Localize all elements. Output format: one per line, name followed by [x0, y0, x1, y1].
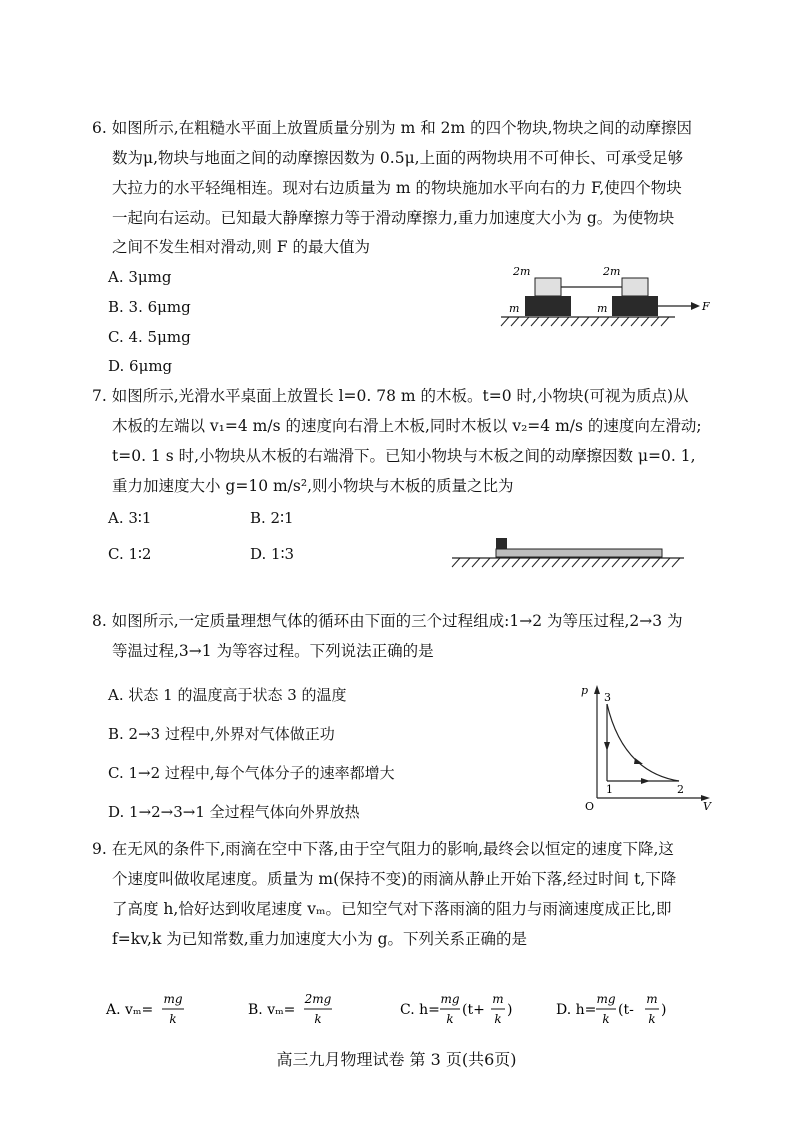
- q9-option-c-suffix: ): [507, 1002, 513, 1018]
- q9-line-3: 了高度 h,恰好达到收尾速度 vₘ。已知空气对下落雨滴的阻力与雨滴速度成正比,即: [112, 900, 672, 918]
- q8-arrow-3-1: [604, 742, 610, 751]
- q7-line-4: 重力加速度大小 g=10 m/s²,则小物块与木板的质量之比为: [112, 477, 514, 495]
- q8-line-1: 8. 如图所示,一定质量理想气体的循环由下面的三个过程组成:1→2 为等压过程,2→3 为: [92, 612, 683, 630]
- q6-line-4: 一起向右运动。已知最大静摩擦力等于滑动摩擦力,重力加速度大小为 g。为使物块: [112, 209, 675, 227]
- q9-option-d-den: k: [602, 1012, 610, 1026]
- q6-line-5: 之间不发生相对滑动,则 F 的最大值为: [112, 238, 371, 256]
- q8-option-c: C. 1→2 过程中,每个气体分子的速率都增大: [108, 764, 395, 782]
- q8-origin-label: O: [585, 800, 595, 812]
- q6-blocks-figure: [495, 262, 715, 334]
- q6-option-b: B. 3. 6μmg: [108, 298, 191, 316]
- q6-block-top-left: [535, 278, 561, 296]
- q6-ground-hatch: [501, 317, 669, 326]
- q9-option-c-den: k: [446, 1012, 454, 1026]
- q6-line-2: 数为μ,物块与地面之间的动摩擦因数为 0.5μ,上面的两物块用不可伸长、可承受足够: [112, 149, 684, 167]
- q9-option-d-mid: (t-: [618, 1002, 634, 1018]
- q8-state-2-label: 2: [677, 783, 684, 796]
- q8-isotherm-2-3: [607, 704, 679, 781]
- q8-state-3-label: 3: [604, 691, 611, 704]
- page-footer: 高三九月物理试卷 第 3 页(共6页): [276, 1050, 517, 1069]
- q8-option-b: B. 2→3 过程中,外界对气体做正功: [108, 725, 335, 743]
- q8-p-axis-arrow: [594, 685, 600, 694]
- q7-option-b: B. 2∶1: [250, 509, 294, 527]
- q7-table-hatch: [452, 558, 680, 567]
- q8-option-a: A. 状态 1 的温度高于状态 3 的温度: [108, 686, 347, 704]
- q9-option-b-prefix: B. vₘ=: [248, 1002, 296, 1018]
- q9-options: [100, 985, 700, 1033]
- q8-arrow-2-3: [634, 758, 643, 764]
- q6-option-d: D. 6μmg: [108, 357, 173, 375]
- q9-option-d-prefix: D. h=: [556, 1002, 597, 1018]
- q7-line-1: 7. 如图所示,光滑水平桌面上放置长 l=0. 78 m 的木板。t=0 时,小物块(可视为质点)从: [92, 387, 689, 405]
- q7-board-figure: [448, 530, 688, 570]
- q9-option-d-den2: k: [648, 1012, 656, 1026]
- q9-line-1: 9. 在无风的条件下,雨滴在空中下落,由于空气阻力的影响,最终会以恒定的速度下降,这: [92, 840, 674, 858]
- q9-option-c-mid: (t+: [462, 1002, 485, 1018]
- q7-option-a: A. 3∶1: [108, 509, 152, 527]
- q6-label-bottom-left: m: [509, 302, 520, 315]
- q9-option-c-num2: m: [492, 992, 504, 1006]
- q6-force-arrow-head: [691, 302, 700, 310]
- q7-option-d: D. 1∶3: [250, 545, 295, 563]
- q6-block-top-right: [622, 278, 648, 296]
- q8-p-label: p: [581, 684, 589, 697]
- q6-option-c: C. 4. 5μmg: [108, 328, 191, 346]
- q6-label-force: F: [702, 300, 710, 313]
- q8-state-1-label: 1: [606, 783, 613, 796]
- q6-label-bottom-right: m: [597, 302, 608, 315]
- q9-option-c-num: mg: [440, 992, 460, 1006]
- q9-option-d-suffix: ): [661, 1002, 667, 1018]
- q8-option-d: D. 1→2→3→1 全过程气体向外界放热: [108, 803, 360, 821]
- q6-line-1: 6. 如图所示,在粗糙水平面上放置质量分别为 m 和 2m 的四个物块,物块之间的动摩擦因: [92, 119, 693, 137]
- q9-option-a-den: k: [169, 1012, 177, 1026]
- q8-v-label: V: [703, 800, 711, 812]
- q9-option-d-num2: m: [646, 992, 658, 1006]
- q9-option-c-den2: k: [494, 1012, 502, 1026]
- q8-line-2: 等温过程,3→1 为等容过程。下列说法正确的是: [112, 642, 434, 660]
- q7-option-c: C. 1∶2: [108, 545, 152, 563]
- q7-line-3: t=0. 1 s 时,小物块从木板的右端滑下。已知小物块与木板之间的动摩擦因数 μ=0. 1,: [112, 447, 696, 465]
- q6-label-top-right: 2m: [603, 265, 621, 278]
- q7-line-2: 木板的左端以 v₁=4 m/s 的速度向右滑上木板,同时木板以 v₂=4 m/s 的速度向左滑动;: [112, 417, 702, 435]
- q6-label-top-left: 2m: [513, 265, 531, 278]
- q9-option-b-den: k: [314, 1012, 322, 1026]
- q6-option-a: A. 3μmg: [108, 268, 172, 286]
- q6-block-bottom-left: [525, 296, 571, 316]
- q6-block-bottom-right: [612, 296, 658, 316]
- q9-line-2: 个速度叫做收尾速度。质量为 m(保持不变)的雨滴从静止开始下落,经过时间 t,下降: [112, 870, 677, 888]
- q9-line-4: f=kv,k 为已知常数,重力加速度大小为 g。下列关系正确的是: [112, 930, 528, 948]
- q7-board: [496, 549, 662, 557]
- q9-option-b-num: 2mg: [304, 992, 332, 1006]
- q8-arrow-1-2: [641, 778, 650, 784]
- q9-option-c-prefix: C. h=: [400, 1002, 440, 1018]
- q9-option-d-num: mg: [596, 992, 616, 1006]
- q6-line-3: 大拉力的水平轻绳相连。现对右边质量为 m 的物块施加水平向右的力 F,使四个物块: [112, 179, 682, 197]
- q7-small-block: [496, 538, 507, 549]
- q9-option-a-num: mg: [163, 992, 183, 1006]
- q9-option-a-prefix: A. vₘ=: [106, 1002, 154, 1018]
- q8-pv-diagram: [575, 680, 720, 812]
